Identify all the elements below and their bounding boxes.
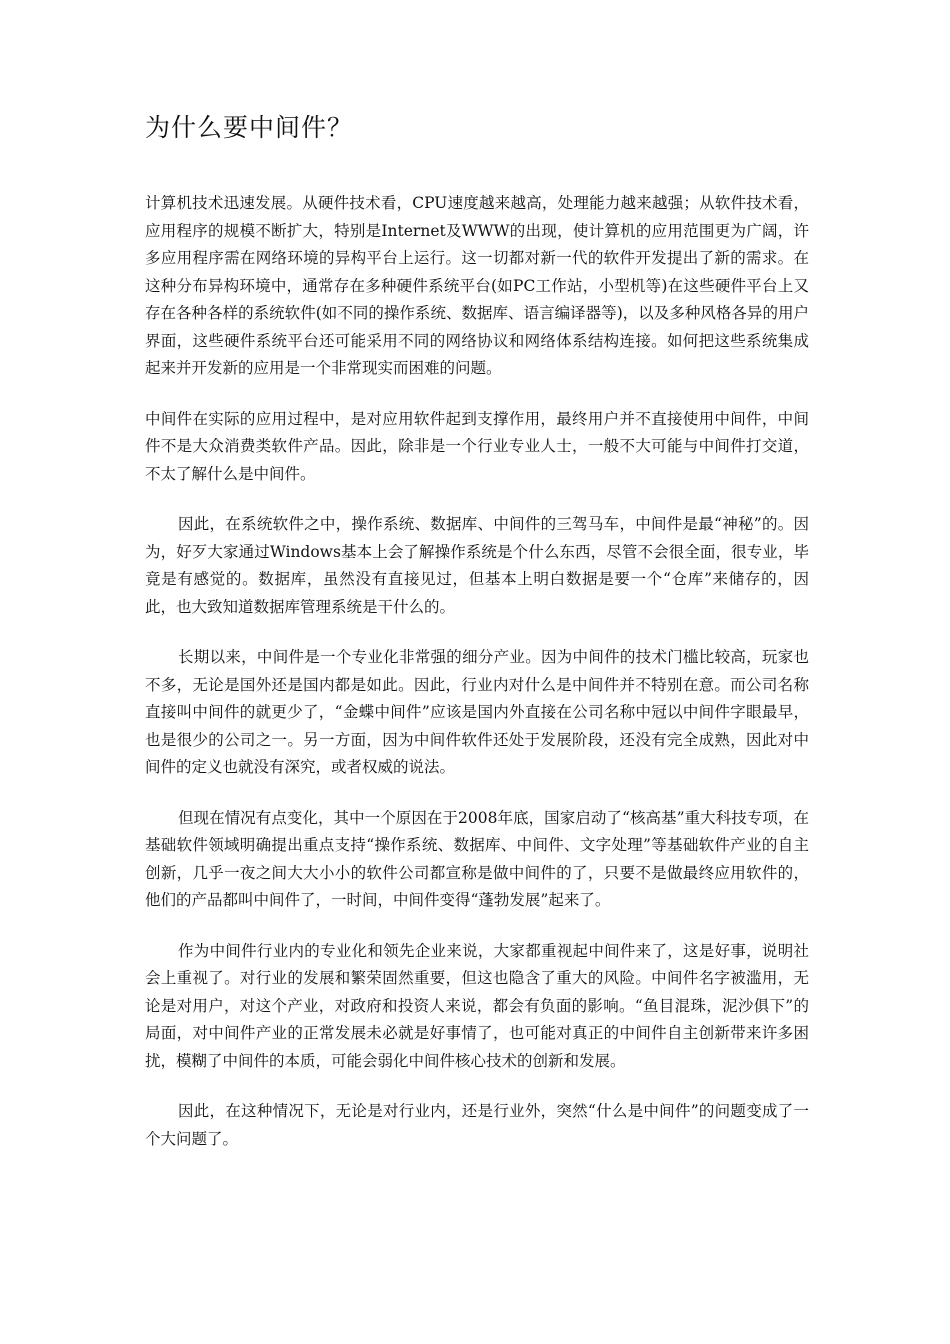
paragraph-6: 作为中间件行业内的专业化和领先企业来说，大家都重视起中间件来了，这是好事，说明社会上重视了。对行业的发展和繁荣固然重要，但这也隐含了重大的风险。中间件名字被滥用，无论是对用户，对这个产业，对政府和投资人来说，都会有负面的影响。“鱼目混珠，泥沙俱下”的局面，对中间件产业的正常发展未必就是好事情了，也可能对真正的中间件自主创新带来许多困扰，模糊了中间件的本质，可能会弱化中间件核心技术的创新和发展。 [145,941,809,1070]
document-title: 为什么要中间件？ [145,113,354,142]
paragraph-2: 中间件在实际的应用过程中，是对应用软件起到支撑作用，最终用户并不直接使用中间件，中间件不是大众消费类软件产品。因此，除非是一个行业专业人士，一般不大可能与中间件打交道，不太了解什么是中间件。 [145,409,809,483]
paragraph-7: 因此，在这种情况下，无论是对行业内，还是行业外，突然“什么是中间件”的问题变成了一个大问题了。 [145,1102,809,1148]
paragraph-1: 计算机技术迅速发展。从硬件技术看，CPU速度越来越高，处理能力越来越强；从软件技术看，应用程序的规模不断扩大，特别是Internet及WWW的出现，使计算机的应用范围更为广阔，许多应用程序需在网络环境的异构平台上运行。这一切都对新一代的软件开发提出了新的需求。在这种分布异构环境中，通常存在多种硬件系统平台(如PC工作站，小型机等)在这些硬件平台上又存在各种各样的系统软件(如不同的操作系统、数据库、语言编译器等)，以及多种风格各异的用户界面，这些硬件系统平台还可能采用不同的网络协议和网络体系结构连接。如何把这些系统集成起来并开发新的应用是一个非常现实而困难的问题。 [145,194,809,377]
paragraph-3: 因此，在系统软件之中，操作系统、数据库、中间件的三驾马车，中间件是最“神秘”的。因为，好歹大家通过Windows基本上会了解操作系统是个什么东西，尽管不会很全面，很专业，毕竟是有感觉的。数据库，虽然没有直接见过，但基本上明白数据是要一个“仓库”来储存的，因此，也大致知道数据库管理系统是干什么的。 [145,515,809,616]
document-body [145,190,809,1176]
paragraph-4: 长期以来，中间件是一个专业化非常强的细分产业。因为中间件的技术门槛比较高，玩家也不多，无论是国外还是国内都是如此。因此，行业内对什么是中间件并不特别在意。而公司名称直接叫中间件的就更少了，“金蝶中间件”应该是国内外直接在公司名称中冠以中间件字眼最早，也是很少的公司之一。另一方面，因为中间件软件还处于发展阶段，还没有完全成熟，因此对中间件的定义也就没有深究，或者权威的说法。 [145,648,809,776]
paragraph-5: 但现在情况有点变化，其中一个原因在于2008年底，国家启动了“核高基”重大科技专项，在基础软件领域明确提出重点支持“操作系统、数据库、中间件、文字处理”等基础软件产业的自主创新，几乎一夜之间大大小小的软件公司都宣称是做中间件的了，只要不是做最终应用软件的，他们的产品都叫中间件了，一时间，中间件变得“蓬勃发展”起来了。 [145,808,809,909]
